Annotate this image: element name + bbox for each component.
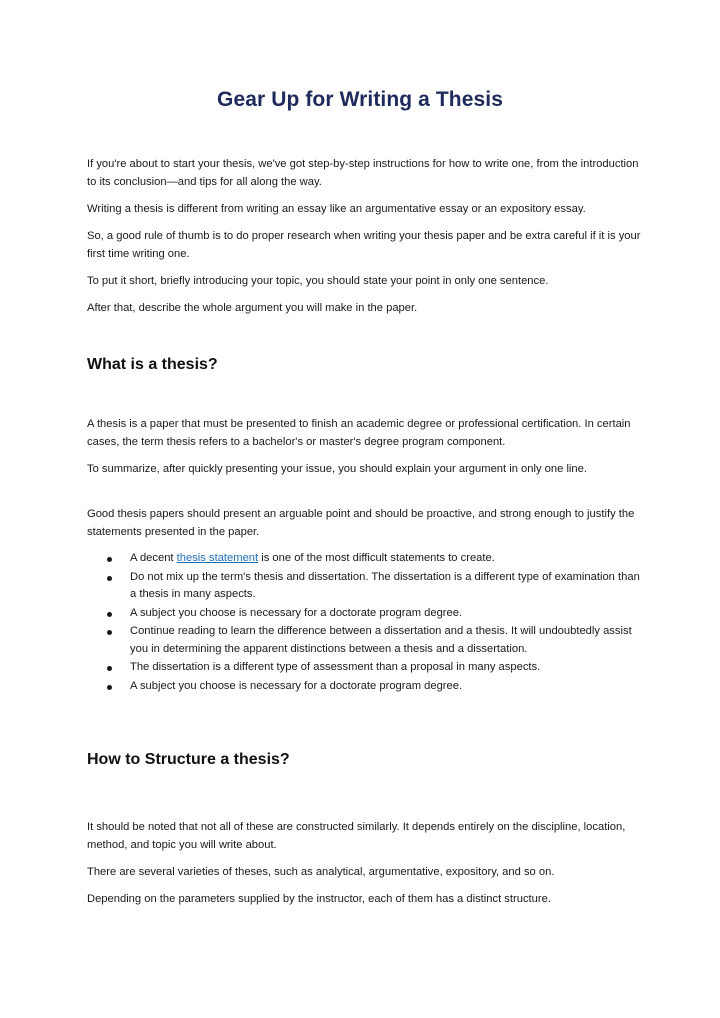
list-item: [87, 569, 640, 604]
list-item-text-before: A decent: [130, 552, 177, 564]
list-item-text: The dissertation is a different type of assessment than a proposal in many aspects.: [130, 661, 541, 673]
list-item: [87, 678, 640, 696]
section2-paragraph-1: It should be noted that not all of these are constructed similarly. It depends entirely on the discipline, location, method, and topic you will write about.: [87, 821, 626, 851]
intro-paragraph-2: Writing a thesis is different from writing an essay like an argumentative essay or an expository essay.: [87, 203, 586, 215]
bullet-icon: [107, 630, 112, 635]
intro-paragraph-5: After that, describe the whole argument you will make in the paper.: [87, 302, 418, 314]
list-item-text: A subject you choose is necessary for a doctorate program degree.: [130, 679, 463, 692]
intro-paragraph-3: So, a good rule of thumb is to do proper research when writing your thesis paper and be extra careful if it is your first time writing one.: [87, 230, 641, 260]
section1-paragraph-1: A thesis is a paper that must be presented to finish an academic degree or professional certification. In certain cases, the term thesis refers to a bachelor's or master's degree program component.: [87, 418, 631, 448]
bullet-icon: [107, 576, 112, 581]
section1-paragraph-2: To summarize, after quickly presenting your issue, you should explain your argument in only one line.: [87, 463, 587, 475]
list-item-text: Continue reading to learn the difference between a dissertation and a thesis. It will undoubtedly assist you in determining the apparent distinctions between a thesis and a dissertation.: [130, 625, 632, 655]
intro-paragraph-4: To put it short, briefly introducing your topic, you should state your point in only one sentence.: [87, 275, 549, 287]
thesis-statement-link[interactable]: thesis statement: [176, 552, 259, 564]
list-item: [87, 623, 640, 658]
list-item-text-after: is one of the most difficult statements to create.: [258, 552, 495, 564]
list-item-text: A subject you choose is necessary for a doctorate program degree.: [130, 606, 463, 619]
list-item-text: Do not mix up the term's thesis and dissertation. The dissertation is a different type of examination than a thesis in many aspects.: [130, 570, 640, 600]
section-heading-structure-thesis: How to Structure a thesis?: [87, 751, 290, 768]
bullet-list: [87, 550, 647, 696]
section2-paragraph-3: Depending on the parameters supplied by the instructor, each of them has a distinct structure.: [87, 893, 551, 905]
list-item: [87, 605, 640, 623]
intro-paragraph-1: If you're about to start your thesis, we've got step-by-step instructions for how to write one, from the introduction to its conclusion—and tips for all along the way.: [87, 158, 639, 188]
list-item: [87, 659, 640, 677]
section1-paragraph-3: Good thesis papers should present an arguable point and should be proactive, and strong enough to justify the statements presented in the paper.: [87, 508, 635, 538]
page-title: Gear Up for Writing a Thesis: [217, 88, 503, 111]
bullet-icon: [107, 666, 112, 671]
bullet-icon: [107, 612, 112, 617]
section-heading-what-is-thesis: What is a thesis?: [87, 356, 218, 373]
list-item: [87, 550, 640, 568]
bullet-icon: [107, 557, 112, 562]
bullet-icon: [107, 685, 112, 690]
section2-paragraph-2: There are several varieties of theses, such as analytical, argumentative, expository, and so on.: [87, 866, 555, 878]
